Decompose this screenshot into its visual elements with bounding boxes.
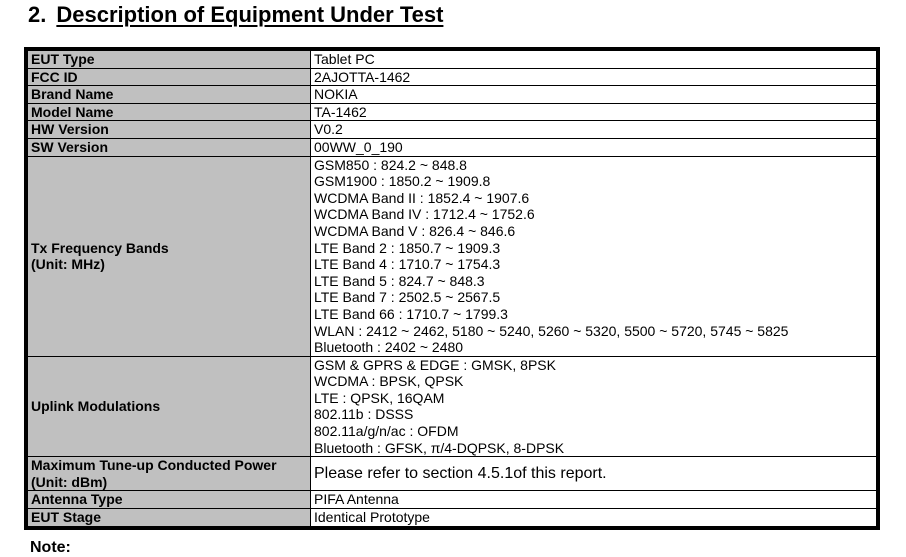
list-item: GSM1900 : 1850.2 ~ 1909.8	[314, 173, 491, 190]
row-value: Identical Prototype	[311, 509, 879, 528]
row-value: NOKIA	[311, 86, 879, 104]
power-label-line: Maximum Tune-up Conducted Power	[31, 457, 277, 474]
list-item: LTE Band 4 : 1710.7 ~ 1754.3	[314, 256, 501, 273]
row-label: Antenna Type	[26, 491, 311, 509]
list-item: LTE Band 7 : 2502.5 ~ 2567.5	[314, 289, 501, 306]
table-row-antenna-type	[26, 491, 878, 509]
list-item: WLAN : 2412 ~ 2462, 5180 ~ 5240, 5260 ~ 5320, 5500 ~ 5720, 5745 ~ 5825	[314, 322, 789, 339]
table-row-tx-frequency-bands	[26, 156, 878, 356]
row-value: V0.2	[311, 121, 879, 139]
table-row-brand-name	[26, 86, 878, 104]
row-label: EUT Stage	[26, 509, 311, 528]
table-row-fcc-id	[26, 68, 878, 86]
row-value: Please refer to section 4.5.1of this report.	[311, 457, 879, 491]
tx-unit-line: (Unit: MHz)	[31, 256, 105, 273]
list-item: GSM850 : 824.2 ~ 848.8	[314, 156, 467, 173]
list-item: 802.11a/g/n/ac : OFDM	[314, 423, 459, 440]
row-label: Model Name	[26, 103, 311, 121]
row-label	[26, 457, 311, 491]
list-item: LTE Band 66 : 1710.7 ~ 1799.3	[314, 305, 508, 322]
list-item: LTE : QPSK, 16QAM	[314, 389, 445, 406]
row-label: FCC ID	[26, 68, 311, 86]
row-value: 2AJOTTA-1462	[311, 68, 879, 86]
row-label: Brand Name	[26, 86, 311, 104]
list-item: WCDMA Band IV : 1712.4 ~ 1752.6	[314, 206, 535, 223]
list-item: 802.11b : DSSS	[314, 406, 414, 423]
row-label: HW Version	[26, 121, 311, 139]
list-item: GSM & GPRS & EDGE : GMSK, 8PSK	[314, 356, 556, 373]
list-item: LTE Band 5 : 824.7 ~ 848.3	[314, 272, 485, 289]
row-label: SW Version	[26, 138, 311, 156]
list-item: WCDMA : BPSK, QPSK	[314, 373, 464, 390]
row-value: Tablet PC	[311, 49, 879, 68]
tx-bands-list	[311, 156, 879, 356]
table-row-uplink-modulations	[26, 356, 878, 457]
tx-label-line: Tx Frequency Bands	[31, 239, 169, 256]
section-title: Description of Equipment Under Test	[56, 2, 444, 27]
row-label: Uplink Modulations	[26, 356, 311, 457]
table-row-model-name	[26, 103, 878, 121]
table-row-hw-version	[26, 121, 878, 139]
row-label	[26, 156, 311, 356]
uplink-modulations-list	[311, 356, 879, 457]
row-value: TA-1462	[311, 103, 879, 121]
note-heading: Note:	[30, 539, 71, 556]
eut-description-table	[24, 47, 880, 530]
table-row-sw-version	[26, 138, 878, 156]
section-number: 2.	[28, 2, 47, 27]
row-label: EUT Type	[26, 49, 311, 68]
list-item: LTE Band 2 : 1850.7 ~ 1909.3	[314, 239, 501, 256]
table-row-eut-stage	[26, 509, 878, 528]
list-item: WCDMA Band V : 826.4 ~ 846.6	[314, 222, 516, 239]
power-unit-line: (Unit: dBm)	[31, 473, 108, 490]
list-item: Bluetooth : GFSK, π/4-DQPSK, 8-DPSK	[314, 439, 565, 456]
row-value: PIFA Antenna	[311, 491, 879, 509]
table-row-max-power	[26, 457, 878, 491]
table-row-eut-type	[26, 49, 878, 68]
row-value: 00WW_0_190	[311, 138, 879, 156]
list-item: Bluetooth : 2402 ~ 2480	[314, 339, 464, 356]
list-item: WCDMA Band II : 1852.4 ~ 1907.6	[314, 189, 530, 206]
section-heading	[28, 2, 443, 28]
